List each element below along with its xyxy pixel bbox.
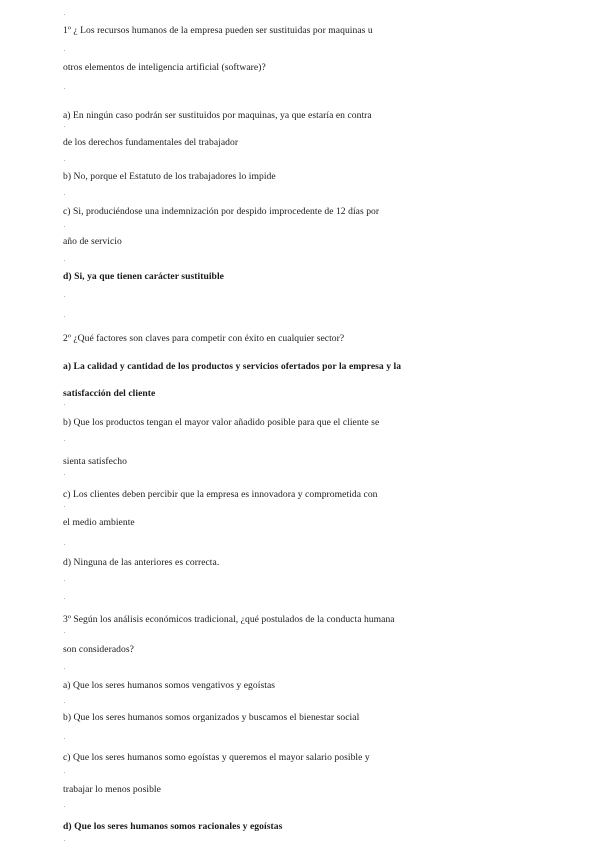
line-marker — [64, 632, 65, 633]
question-1-option-c-line-2: año de servicio — [63, 236, 122, 247]
line-marker — [64, 772, 65, 773]
line-marker — [64, 194, 65, 195]
question-3-option-c-line-2: trabajar lo menos posible — [63, 784, 161, 795]
question-2-option-a-correct-line-1: a) La calidad y cantidad de los productos y servicios ofertados por la empresa y la — [63, 361, 402, 372]
question-1-option-b: b) No, porque el Estatuto de los trabajadores lo impide — [63, 171, 276, 182]
question-3-option-c-line-1: c) Que los seres humanos somo egoístas y queremos el mayor salario posible y — [63, 752, 370, 763]
question-3-option-d-correct: d) Que los seres humanos somos racionales y egoístas — [63, 821, 283, 832]
question-3-prompt-line-2: son considerados? — [63, 644, 134, 655]
question-3-option-b: b) Que los seres humanos somos organizados y buscamos el bienestar social — [63, 712, 360, 723]
line-marker — [64, 702, 65, 703]
line-marker — [64, 580, 65, 581]
question-2-prompt: 2º ¿Qué factores son claves para competir con éxito en cualquier sector? — [63, 333, 345, 344]
line-marker — [64, 544, 65, 545]
line-marker — [64, 440, 65, 441]
line-marker — [64, 226, 65, 227]
line-marker — [64, 474, 65, 475]
line-marker — [64, 806, 65, 807]
line-marker — [64, 296, 65, 297]
line-marker — [64, 260, 65, 261]
question-3-option-a: a) Que los seres humanos somos vengativos y egoístas — [63, 680, 276, 691]
question-1-prompt-line-2: otros elementos de inteligencia artificial (software)? — [63, 62, 266, 73]
line-marker — [64, 88, 65, 89]
line-marker — [64, 668, 65, 669]
line-marker — [64, 14, 65, 15]
question-1-option-a-line-2: de los derechos fundamentales del trabajador — [63, 137, 239, 148]
question-1-option-c-line-1: c) Si, produciéndose una indemnización por despido improcedente de 12 días por — [63, 206, 380, 217]
line-marker — [64, 50, 65, 51]
question-2-option-b-line-2: sienta satisfecho — [63, 456, 127, 467]
line-marker — [64, 506, 65, 507]
question-1-option-a-line-1: a) En ningún caso podrán ser sustituidos por maquinas, ya que estaría en contra — [63, 110, 372, 121]
line-marker — [64, 598, 65, 599]
question-2-option-a-correct-line-2: satisfacción del cliente — [63, 388, 156, 399]
question-2-option-c-line-2: el medio ambiente — [63, 517, 135, 528]
line-marker — [64, 738, 65, 739]
question-3-prompt-line-1: 3º Según los análisis económicos tradicional, ¿qué postulados de la conducta humana — [63, 614, 395, 625]
question-2-option-d: d) Ninguna de las anteriores es correcta. — [63, 557, 220, 568]
question-2-option-b-line-1: b) Que los productos tengan el mayor valor añadido posible para que el cliente se — [63, 417, 380, 428]
line-marker — [64, 404, 65, 405]
line-marker — [64, 316, 65, 317]
question-1-option-d-correct: d) Si, ya que tienen carácter sustituible — [63, 271, 224, 282]
line-marker — [64, 126, 65, 127]
question-1-prompt-line-1: 1º ¿ Los recursos humanos de la empresa pueden ser sustituidas por maquinas u — [63, 25, 373, 36]
question-2-option-c-line-1: c) Los clientes deben percibir que la empresa es innovadora y comprometida con — [63, 489, 378, 500]
line-marker — [64, 840, 65, 841]
line-marker — [64, 160, 65, 161]
